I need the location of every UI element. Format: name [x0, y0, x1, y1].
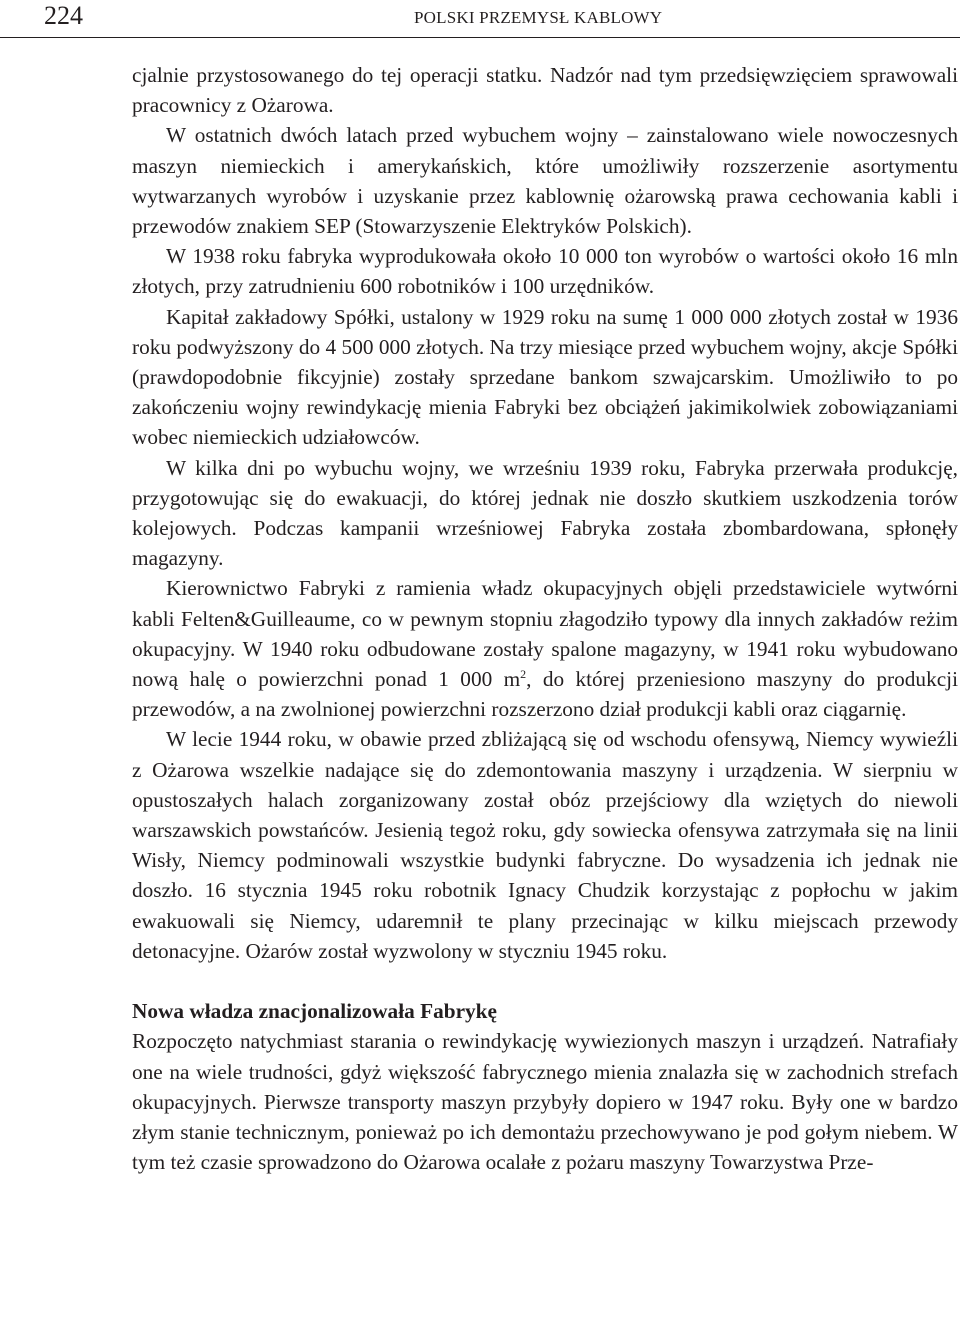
page-header: [0, 0, 960, 40]
body-text: [132, 60, 958, 1177]
paragraph-continuation: cjalnie przystosowanego do tej operacji statku. Nadzór nad tym przedsięwzięciem sprawowali pracownicy z Ożarowa.: [132, 63, 958, 118]
paragraph-war-outbreak: W kilka dni po wybuchu wojny, we wrześniu 1939 roku, Fabryka przerwała produkcję, przygotowując się do ewakuacji, do której jednak nie doszło skutkiem uszkodzenia torów kolejowych. Podczas kampanii wrześniowej Fabryka została zbombardowana, spłonęły magazyny.: [132, 455, 958, 571]
paragraph-machines: W ostatnich dwóch latach przed wybuchem wojny – zainstalowano wiele nowoczesnych maszyn niemieckich i amerykańskich, które umożliwiły rozszerzenie asortymentu wytwarzanych wyrobów i uzyskanie przez kablownię ożarowską prawa cechowania kabli i przewodów znakiem SEP (Stowarzyszenie Elektryków Polskich).: [132, 123, 958, 239]
paragraph-new-authority: Rozpoczęto natychmiast starania o rewindykację wywiezionych maszyn i urządzeń. Natrafiały one na wiele trudności, gdyż większość fabrycznego mienia znalazła się w zachodnich strefach okupacyjnych. Pierwsze transporty maszyn przybyły dopiero w 1947 roku. Były one w bardzo złym stanie technicznym, ponieważ po ich demontażu przechowywano je pod gołym niebem. W tym też czasie sprowadzono do Ożarowa ocalałe z pożaru maszyny Towarzystwa Prze-: [132, 1029, 958, 1175]
square-metre-superscript: 2: [520, 667, 527, 682]
running-head: POLSKI PRZEMYSŁ KABLOWY: [414, 8, 663, 27]
header-divider: [0, 37, 960, 38]
paragraph-occupation: [132, 573, 958, 724]
section-heading: Nowa władza znacjonalizowała Fabrykę: [132, 999, 497, 1024]
paragraph-share-capital: Kapitał zakładowy Spółki, ustalony w 1929 roku na sumę 1 000 000 złotych został w 1936 roku podwyższony do 4 500 000 złotych. Na trzy miesiące przed wybuchem wojny, akcje Spółki (prawdopodobnie fikcyjnie) zostały sprzedane bankom szwajcarskim. Umożliwiło to po zakończeniu wojny rewindykację mienia Fabryki bez obciążeń jakimikolwiek zobowiązaniami wobec niemieckich udziałowców.: [132, 304, 958, 450]
paragraph-production-1938: W 1938 roku fabryka wyprodukowała około 10 000 ton wyrobów o wartości około 16 mln złotych, przy zatrudnieniu 600 robotników i 100 urzędników.: [132, 244, 958, 299]
page-number: 224: [44, 1, 83, 30]
paragraph-1944: W lecie 1944 roku, w obawie przed zbliżającą się od wschodu ofensywą, Niemcy wywieźli z Ożarowa wszelkie nadające się do zdemontowania maszyny i urządzenia. W sierpniu w opustoszałych halach zorganizowany został obóz przejściowy dla wziętych do niewoli warszawskich powstańców. Jesienią tegoż roku, gdy sowiecka ofensywa zatrzymała się na linii Wisły, Niemcy podminowali wszystkie budynki fabryczne. Do wysadzenia ich jednak nie doszło. 16 stycznia 1945 roku robotnik Ignacy Chudzik korzystając z popłochu w jakim ewakuowali się Niemcy, udaremnił te plany przecinając w kilku miejscach przewody detonacyjne. Ożarów został wyzwolony w styczniu 1945 roku.: [132, 727, 958, 963]
occupation-text-after: , do której przeniesiono maszyny do produkcji przewodów, a na zwolnionej powierzchni rozszerzono dział produkcji kabli oraz ciągarnię.: [132, 667, 959, 722]
occupation-text-before: Kierownictwo Fabryki z ramienia władz okupacyjnych objęli przedstawiciele wytwórni kabli Felten&Guilleaume, co w pewnym stopniu złagodziło typowy dla innych zakładów reżim okupacyjny. W 1940 roku odbudowane zostały spalone magazyny, w 1941 roku wybudowano nową halę o powierzchni ponad 1 000 m: [132, 576, 958, 692]
